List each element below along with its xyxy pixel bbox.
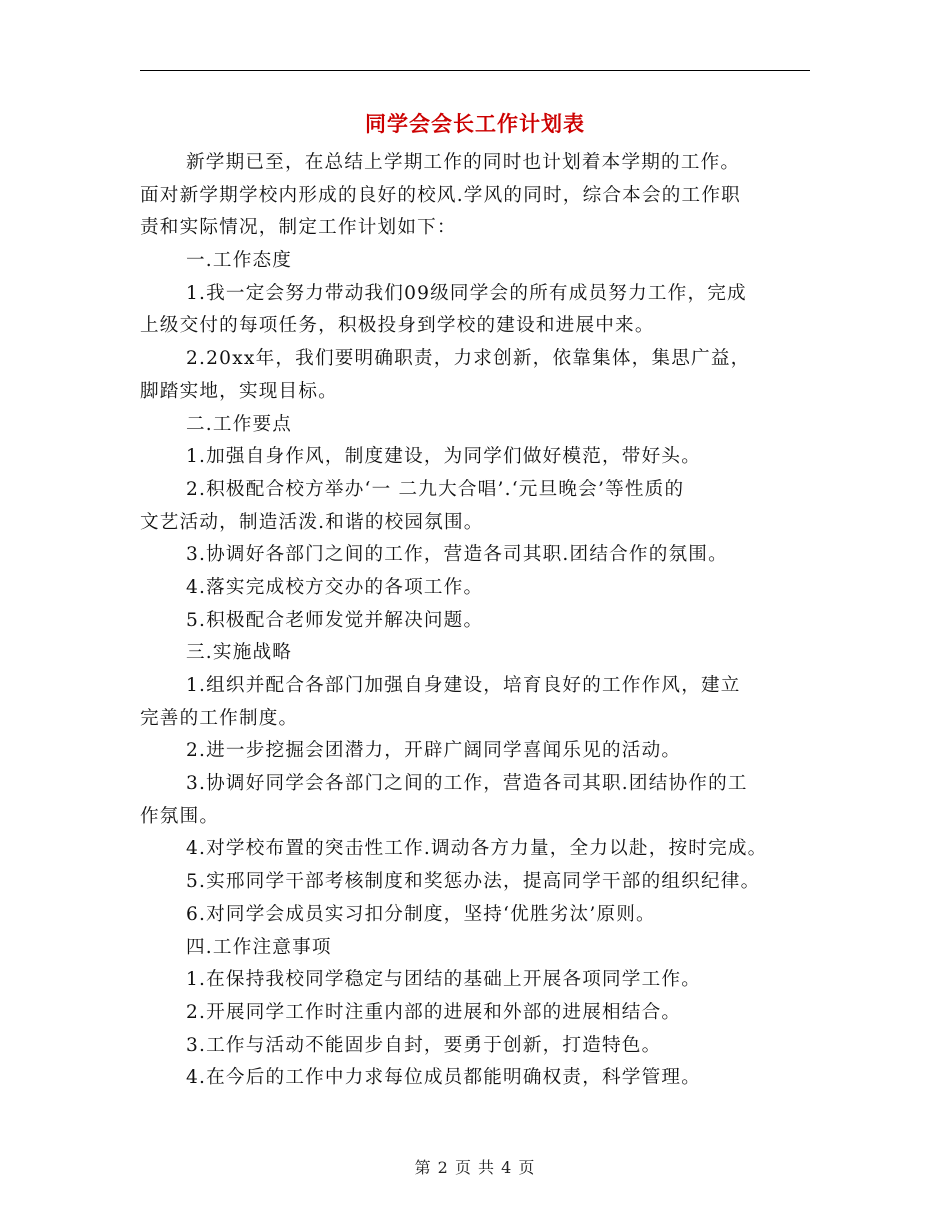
document-title: 同学会会长工作计划表 — [365, 111, 585, 136]
text-line: 4.落实完成校方交办的各项工作。 — [186, 576, 484, 598]
text-line: 4.对学校布置的突击性工作.调动各方力量，全力以赴，按时完成。 — [186, 838, 768, 860]
text-line: 6.对同学会成员实习扣分制度，坚持‘优胜劣汰’原则。 — [186, 903, 656, 925]
text-line: 3.协调好各部门之间的工作，营造各司其职.团结合作的氛围。 — [186, 544, 728, 566]
document-body — [140, 147, 830, 1095]
text-line: 文艺活动，制造活泼.和谐的校园氛围。 — [140, 511, 484, 533]
text-line: 2.开展同学工作时注重内部的进展和外部的进展相结合。 — [186, 1001, 682, 1023]
text-line: 2.20xx年，我们要明确职责，力求创新，依靠集体，集思广益， — [186, 348, 751, 370]
text-line: 新学期已至，在总结上学期工作的同时也计划着本学期的工作。 — [186, 152, 741, 173]
text-line: 1.加强自身作风，制度建设，为同学们做好模范，带好头。 — [186, 446, 701, 468]
header-rule — [140, 70, 810, 71]
section-heading: 四.工作注意事项 — [186, 936, 332, 958]
text-line: 面对新学期学校内形成的良好的校风.学风的同时，综合本会的工作职 — [140, 184, 741, 206]
section-heading: 二.工作要点 — [186, 413, 293, 435]
text-line: 1.我一定会努力带动我们09级同学会的所有成员努力工作，完成 — [186, 282, 747, 304]
text-line: 4.在今后的工作中力求每位成员都能明确权责，科学管理。 — [186, 1067, 701, 1089]
text-line: 作氛围。 — [140, 805, 220, 827]
text-line: 5.积极配合老师发觉并解决问题。 — [186, 609, 484, 631]
text-line: 2.积极配合校方举办‘一 二九大合唱’.‘元旦晚会’等性质的 — [186, 478, 685, 500]
text-line: 1.在保持我校同学稳定与团结的基础上开展各项同学工作。 — [186, 969, 701, 991]
text-line: 2.进一步挖掘会团潜力，开辟广阔同学喜闻乐见的活动。 — [186, 740, 682, 762]
text-line: 1.组织并配合各部门加强自身建设，培育良好的工作作风，建立 — [186, 675, 741, 696]
text-line: 责和实际情况，制定工作计划如下： — [140, 217, 457, 239]
text-line: 上级交付的每项任务，积极投身到学校的建设和进展中来。 — [140, 315, 655, 337]
text-line: 3.工作与活动不能固步自封，要勇于创新，打造特色。 — [186, 1034, 662, 1056]
section-heading: 三.实施战略 — [186, 642, 293, 664]
text-line: 完善的工作制度。 — [140, 707, 299, 729]
text-line: 脚踏实地，实现目标。 — [140, 380, 338, 402]
page-footer: 第 2 页 共 4 页 — [414, 1158, 536, 1177]
text-line: 3.协调好同学会各部门之间的工作，营造各司其职.团结协作的工 — [186, 773, 748, 795]
text-line: 5.实邢同学干部考核制度和奖惩办法，提高同学干部的组织纪律。 — [186, 871, 761, 893]
section-heading: 一.工作态度 — [186, 250, 293, 272]
